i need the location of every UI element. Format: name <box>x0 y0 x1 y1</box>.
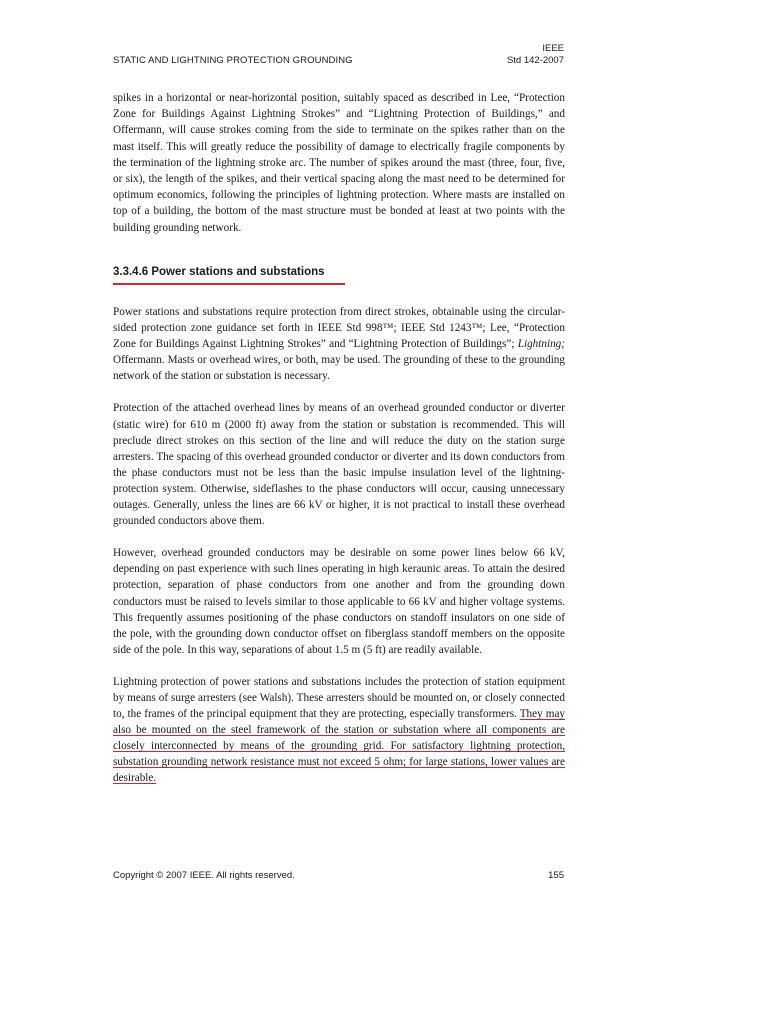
intro-paragraph: spikes in a horizontal or near-horizontal position, suitably spaced as described in Lee, “Protection Zone for Buildings Against Lightning Strokes” and “Lightning Protection of Buildings,” and Offermann, will cause strokes coming from the side to terminate on the spikes rather than on the mast itself. This will greatly reduce the possibility of damage to electrically fragile components by the termination of the lightning stroke arc. The number of spikes around the mast (three, four, five, or six), the length of the spikes, and their vertical spacing along the mast need to be determined for optimum economics, following the principles of lightning protection. Where masts are installed on top of a building, the bottom of the mast structure must be bonded at least at two points with the building grounding network. <box>113 92 565 234</box>
running-header-standard <box>507 43 564 67</box>
paragraph-2: Protection of the attached overhead lines by means of an overhead grounded conductor or diverter (static wire) for 610 m (2000 ft) away from the station or substation is recommended. This will preclude direct strokes on this section of the line and will reduce the duty on the station surge arresters. The spacing of this overhead grounded conductor or diverter and its down conductors from the phase conductors must not be less than the basic impulse insulation level of the lightning-protection system. Otherwise, sideflashes to the phase conductors will occur, causing unnecessary outages. Generally, unless the lines are 66 kV or higher, it is not practical to install these overhead grounded conductors above them. <box>113 402 565 528</box>
running-header-title: STATIC AND LIGHTNING PROTECTION GROUNDING <box>113 55 353 66</box>
header-std-number: Std 142-2007 <box>506 55 564 66</box>
header-org: IEEE <box>542 43 564 54</box>
paragraph-1 <box>113 304 565 384</box>
paragraph-4-underlined: They may also be mounted on the steel framework of the station or substation where all components are closely interconnected by means of the grounding grid. For satisfactory lightning protection, substation grounding network resistance must not exceed 5 ohm; for large stations, lower values are desirable. <box>113 708 565 785</box>
heading-red-underline <box>113 283 345 285</box>
paragraph-4-plain: Lightning protection of power stations and substations includes the protection of station equipment by means of surge arresters (see Walsh). These arresters should be mounted on, or closely connected to, the frames of the principal equipment that they are protecting, especially transformers. <box>113 675 565 721</box>
footer-page-number: 155 <box>548 870 564 881</box>
paragraph-4 <box>113 674 565 787</box>
paragraph-1-part-b: Offermann. Masts or overhead wires, or both, may be used. The grounding of these to the grounding network of the station or substation is necessary. <box>113 354 565 383</box>
paragraph-1-italic: Lightning; <box>517 338 565 351</box>
paragraph-1-part-a: Power stations and substations require protection from direct strokes, obtainable using the circular-sided protection zone guidance set forth in IEEE Std 998™; IEEE Std 1243™; Lee, “Protection Zone for Buildings Against Lightning Strokes” and “Lightning Protection of Buildings”; <box>113 306 565 351</box>
section-heading: 3.3.4.6 Power stations and substations <box>113 266 325 278</box>
section-body <box>113 304 565 787</box>
footer-copyright: Copyright © 2007 IEEE. All rights reserved. <box>113 870 295 881</box>
paragraph-3: However, overhead grounded conductors may be desirable on some power lines below 66 kV, depending on past experience with such lines operating in high keraunic areas. To attain the desired protection, separation of phase conductors from one another and from the grounding down conductors must be raised to levels similar to those applicable to 66 kV and higher voltage systems. This frequently assumes positioning of the phase conductors on standoff insulators on one side of the pole, with the grounding down conductor offset on fiberglass standoff members on the opposite side of the pole. In this way, separations of about 1.5 m (5 ft) are readily available. <box>113 547 565 656</box>
intro-text <box>113 90 565 236</box>
